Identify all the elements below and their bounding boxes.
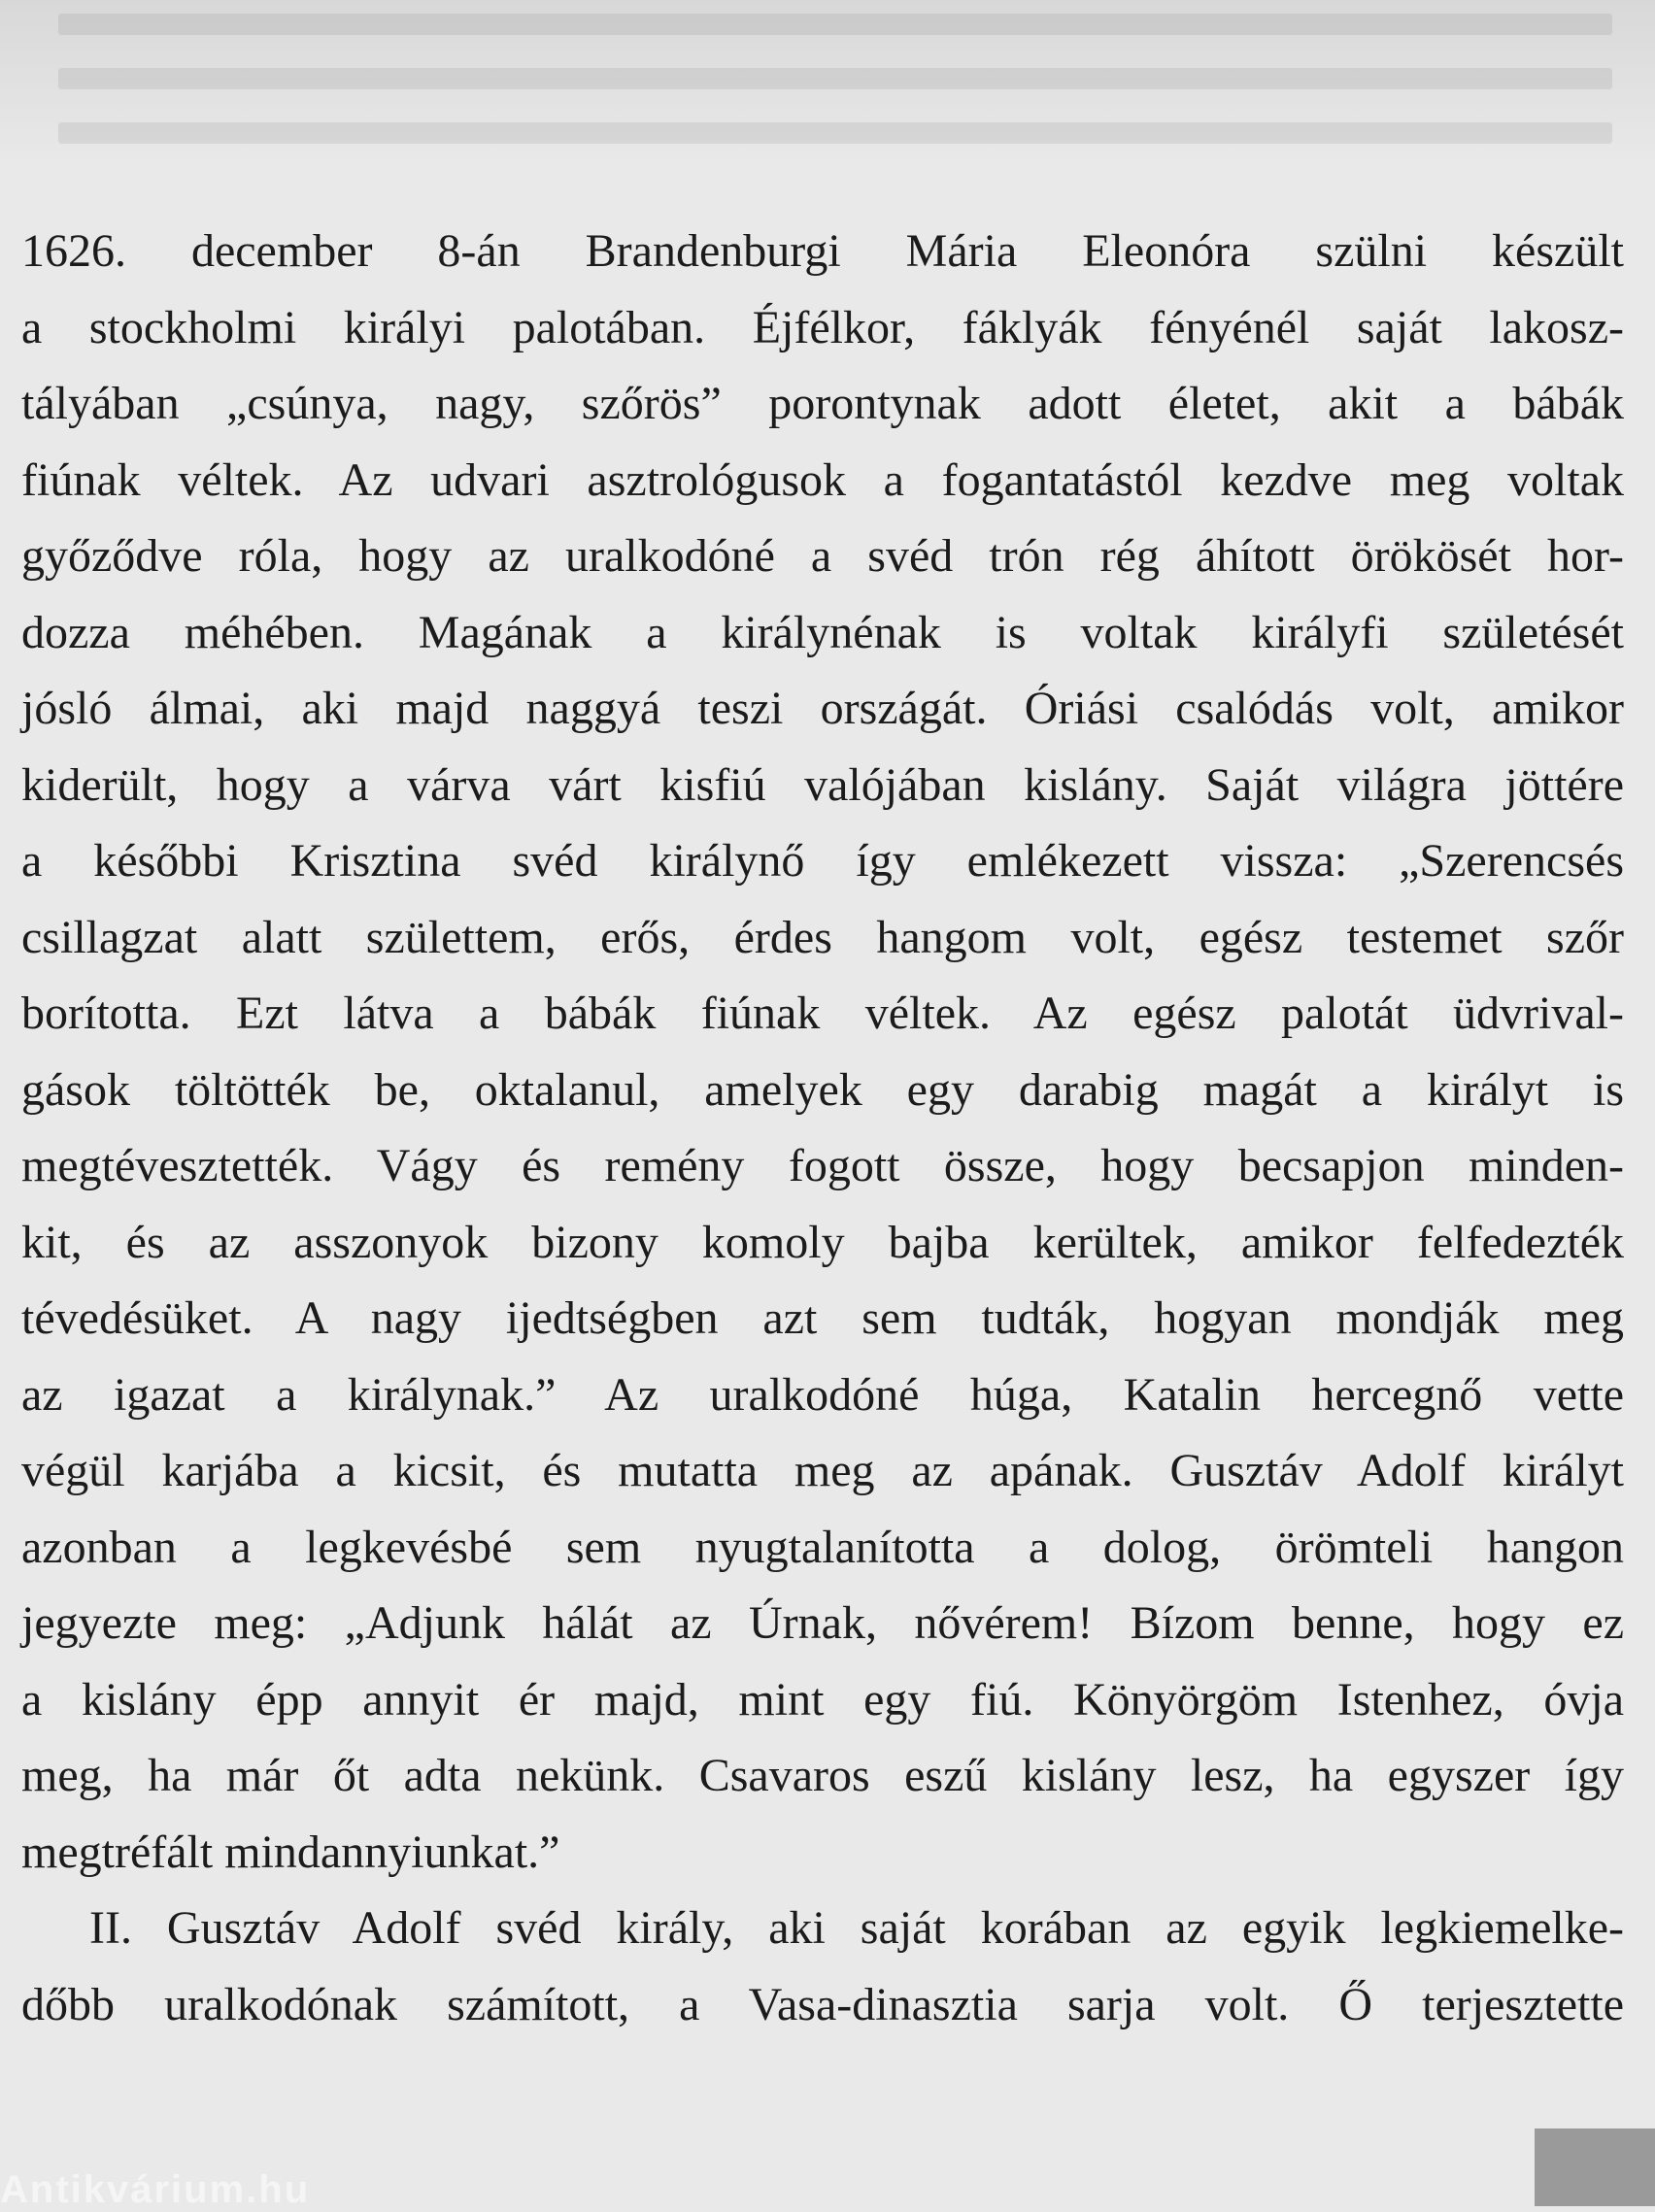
paragraph-1 (21, 214, 1624, 1891)
text-line: 1626. december 8-án Brandenburgi Mária Eleonóra szülni készült (21, 225, 1624, 277)
text-line: a későbbi Krisztina svéd királynő így emlékezett vissza: „Szerencsés (21, 835, 1624, 887)
text-line: meg, ha már őt adta nekünk. Csavaros eszű kislány lesz, ha egyszer így (21, 1750, 1624, 1801)
watermark: Antikvárium.hu (0, 2168, 311, 2211)
text-line: megtévesztették. Vágy és remény fogott össze, hogy becsapjon minden- (21, 1140, 1624, 1191)
text-line: győződve róla, hogy az uralkodóné a svéd trón rég áhított örökösét hor- (21, 530, 1624, 582)
text-line: dozza méhében. Magának a királynénak is voltak királyfi születését (21, 606, 1624, 658)
text-line: azonban a legkevésbé sem nyugtalanította a dolog, örömteli hangon (21, 1521, 1624, 1573)
text-line: jegyezte meg: „Adjunk hálát az Úrnak, nővérem! Bízom benne, hogy ez (21, 1597, 1624, 1649)
bleed-through-line (58, 122, 1612, 144)
text-line: a stockholmi királyi palotában. Éjfélkor, fáklyák fényénél saját lakosz- (21, 301, 1624, 353)
book-page-text (21, 214, 1624, 2043)
text-line: tályában „csúnya, nagy, szőrös” porontynak adott életet, akit a bábák (21, 378, 1624, 429)
text-line: megtréfált mindannyiunkat.” (21, 1826, 560, 1878)
paragraph-2 (21, 1891, 1624, 2043)
bleed-through-area (0, 0, 1655, 165)
text-line: kit, és az asszonyok bizony komoly bajba kerültek, amikor felfedezték (21, 1216, 1624, 1268)
bleed-through-line (58, 14, 1612, 35)
text-line: az igazat a királynak.” Az uralkodóné húga, Katalin hercegnő vette (21, 1368, 1624, 1421)
text-line: a kislány épp annyit ér majd, mint egy fiú. Könyörgöm Istenhez, óvja (21, 1673, 1624, 1726)
text-line: gások töltötték be, oktalanul, amelyek egy darabig magát a királyt is (21, 1063, 1624, 1116)
text-line: fiúnak véltek. Az udvari asztrológusok a fogantatástól kezdve meg voltak (21, 453, 1624, 506)
text-line: II. Gusztáv Adolf svéd király, aki saját korában az egyik legkiemelke- (89, 1902, 1624, 1954)
text-line: dőbb uralkodónak számított, a Vasa-dinasztia sarja volt. Ő terjesztette (21, 1978, 1624, 2030)
bleed-through-line (58, 68, 1612, 89)
text-line: tévedésüket. A nagy ijedtségben azt sem tudták, hogyan mondják meg (21, 1292, 1624, 1344)
text-line: kiderült, hogy a várva várt kisfiú valójában kislány. Saját világra jöttére (21, 758, 1624, 811)
text-line: végül karjába a kicsit, és mutatta meg az apának. Gusztáv Adolf királyt (21, 1445, 1624, 1496)
corner-shadow (1535, 2128, 1655, 2206)
text-line: csillagzat alatt születtem, erős, érdes hangom volt, egész testemet szőr (21, 911, 1624, 963)
text-line: borította. Ezt látva a bábák fiúnak véltek. Az egész palotát üdvrival- (21, 988, 1624, 1039)
text-line: jósló álmai, aki majd naggyá teszi országát. Óriási csalódás volt, amikor (21, 683, 1624, 734)
